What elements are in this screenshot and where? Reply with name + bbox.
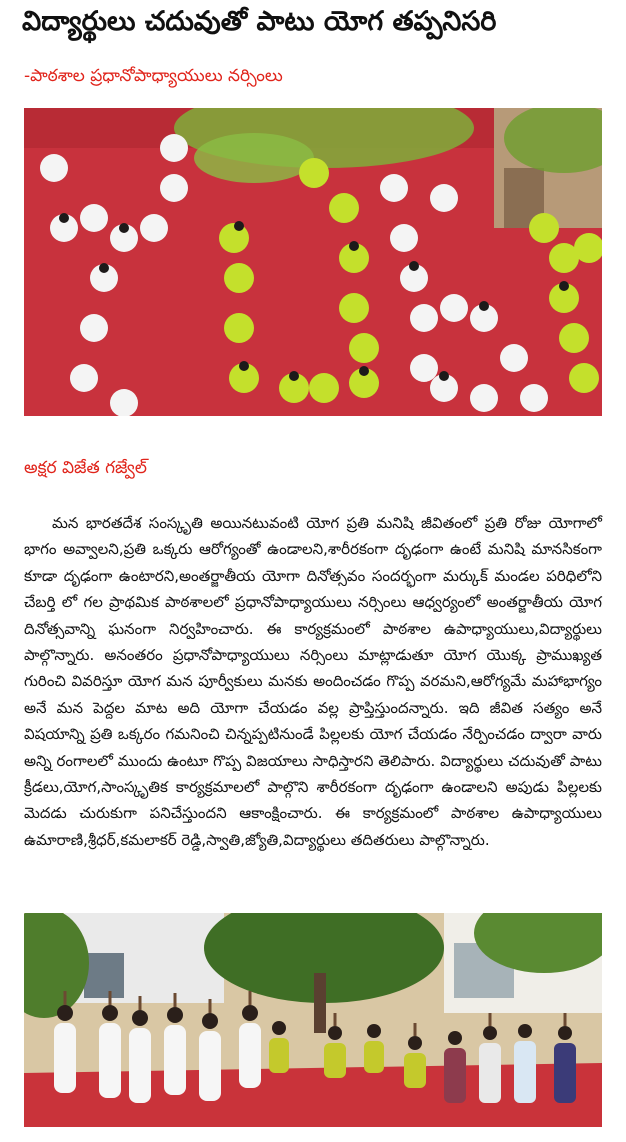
students-doing-yoga-pose-photo: [24, 913, 602, 1127]
article-byline: అక్షర విజేత గజ్వేల్: [24, 458, 147, 478]
students-forming-yoga-letters-photo: [24, 108, 602, 416]
article-subheadline: -పాఠశాల ప్రధానోపాధ్యాయులు నర్సింలు: [24, 66, 283, 86]
article-headline: విద్యార్థులు చదువుతో పాటు యోగ తప్పనిసరి: [22, 6, 497, 37]
article-body: మన భారతదేశ సంస్కృతి అయినటువంటి యోగ ప్రతి మనిషి జీవితంలో ప్రతి రోజు యోగాలో భాగం అవ్వాలని,ప్రతి ఒక్కరు ఆరోగ్యంతో ఉండాలని,శారీరకంగా దృఢంగా ఉంటే మనిషి మానసికంగా కూడా దృఢంగా ఉంటారని,అంతర్జాతీయ యోగా దినోత్సవం సందర్భంగా మర్కుక్ మండల పరిధిలోని చేబర్తి లో గల ప్రాథమిక పాఠశాలలో ప్రధానోపాధ్యాయులు నర్సింలు ఆధ్వర్యంలో అంతర్జాతీయ యోగ దినోత్సవాన్ని ఘనంగా నిర్వహించారు. ఈ కార్యక్రమంలో పాఠశాల ఉపాధ్యాయులు,విద్యార్థులు పాల్గొన్నారు. అనంతరం ప్రధానోపాధ్యాయులు నర్సింలు మాట్లాడుతూ యోగ యొక్క ప్రాముఖ్యత గురించి వివరిస్తూ యోగ మన పూర్వీకులు మనకు అందించడం గొప్ప వరమని,ఆరోగ్యమే మహాభాగ్యం అనే మన పెద్దల మాట అది యోగా చేయడం వల్ల ప్రాప్తిస్తుందన్నారు. ఇది జీవిత సత్యం అనే విషయాన్ని ప్రతి ఒక్కరం గమనించి చిన్నప్పటినుండే పిల్లలకు యోగ చేయడం నేర్పించడం ద్వారా వారు అన్ని రంగాలలో ముందు ఉంటూ గొప్ప విజయాలు సాధిస్తారని తెలిపారు. విద్యార్థులు చదువుతో పాటు క్రీడలు,యోగ,సాంస్కృతిక కార్యక్రమాలలో పాల్గొని శారీరకంగా దృఢంగా ఉండాలని అపుడు పిల్లలకు మెదడు చురుకుగా పనిచేస్తుందని ఆకాంక్షించారు. ఈ కార్యక్రమంలో పాఠశాల ఉపాధ్యాయులు ఉమారాణి,శ్రీధర్,కమలాకర్ రెడ్డి,స్వాతి,జ్యోతి,విద్యార్థులు తదితరులు పాల్గొన్నారు.: [24, 514, 602, 849]
